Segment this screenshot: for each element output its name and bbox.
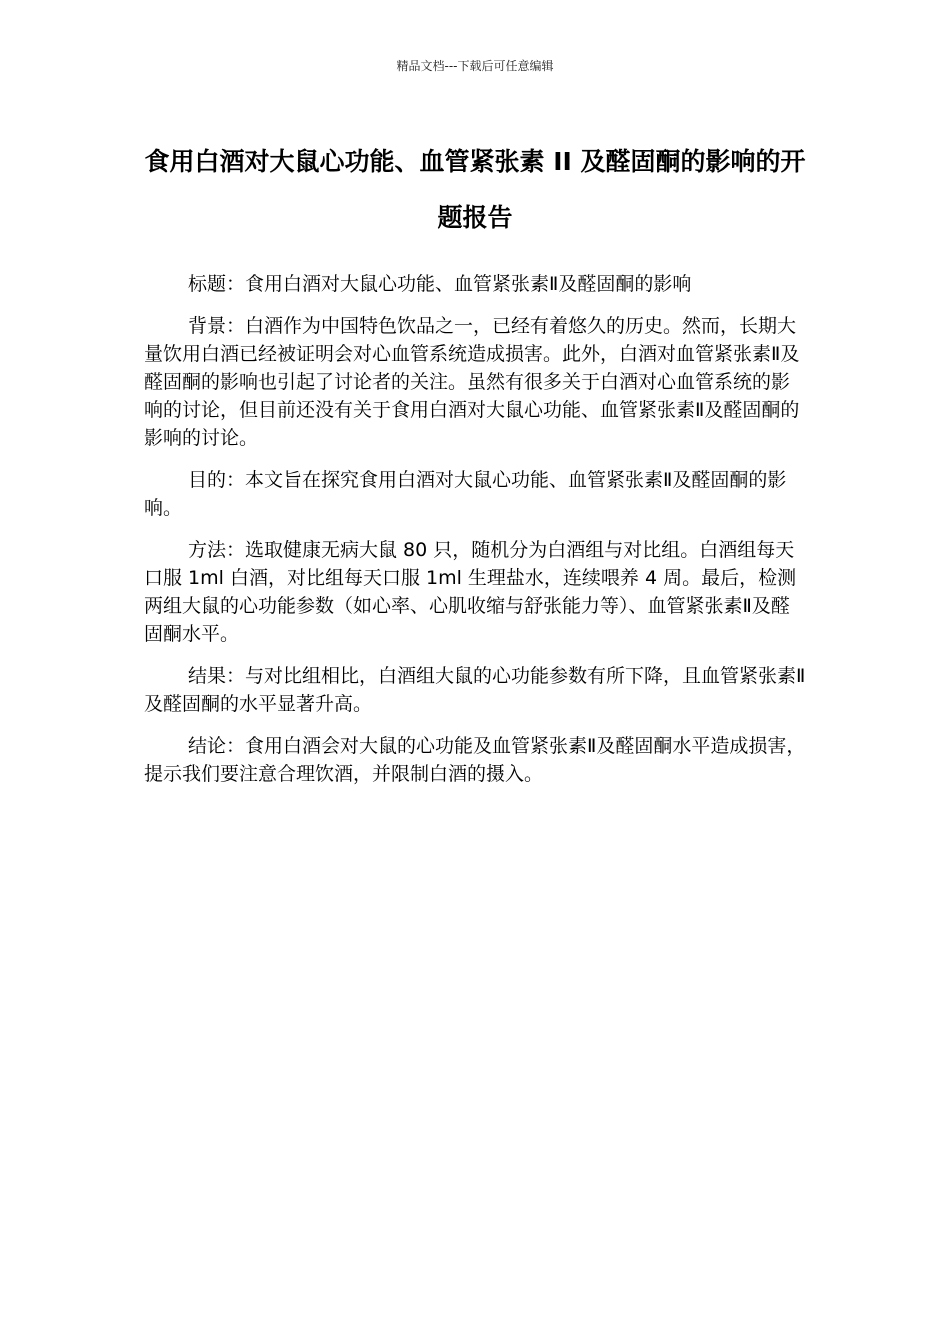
- document-body: [144, 270, 808, 802]
- paragraph-results: 结果：与对比组相比，白酒组大鼠的心功能参数有所下降，且血管紧张素Ⅱ及醛固酮的水平显著升高。: [144, 665, 806, 715]
- paragraph-background: 背景：白酒作为中国特色饮品之一，已经有着悠久的历史。然而，长期大量饮用白酒已经被证明会对心血管系统造成损害。此外，白酒对血管紧张素Ⅱ及醛固酮的影响也引起了讨论者的关注。虽然有很多关于白酒对心血管系统的影响的讨论，但目前还没有关于食用白酒对大鼠心功能、血管紧张素Ⅱ及醛固酮的影响的讨论。: [144, 315, 800, 449]
- paragraph-conclusion: 结论：食用白酒会对大鼠的心功能及血管紧张素Ⅱ及醛固酮水平造成损害，提示我们要注意合理饮酒，并限制白酒的摄入。: [144, 735, 806, 785]
- paragraph-title: 标题：食用白酒对大鼠心功能、血管紧张素Ⅱ及醛固酮的影响: [188, 273, 692, 295]
- paragraph-methods: 方法：选取健康无病大鼠 80 只，随机分为白酒组与对比组。白酒组每天口服 1ml 白酒，对比组每天口服 1ml 生理盐水，连续喂养 4 周。最后，检测两组大鼠的心功能参数（如心率、心肌收缩与舒张能力等）、血管紧张素Ⅱ及醛固酮水平。: [144, 539, 797, 645]
- page-header-note: 精品文档---下载后可任意编辑: [396, 59, 554, 73]
- document-title: 食用白酒对大鼠心功能、血管紧张素 II 及醛固酮的影响的开题报告: [144, 147, 806, 232]
- paragraph-objective: 目的：本文旨在探究食用白酒对大鼠心功能、血管紧张素Ⅱ及醛固酮的影响。: [144, 469, 787, 519]
